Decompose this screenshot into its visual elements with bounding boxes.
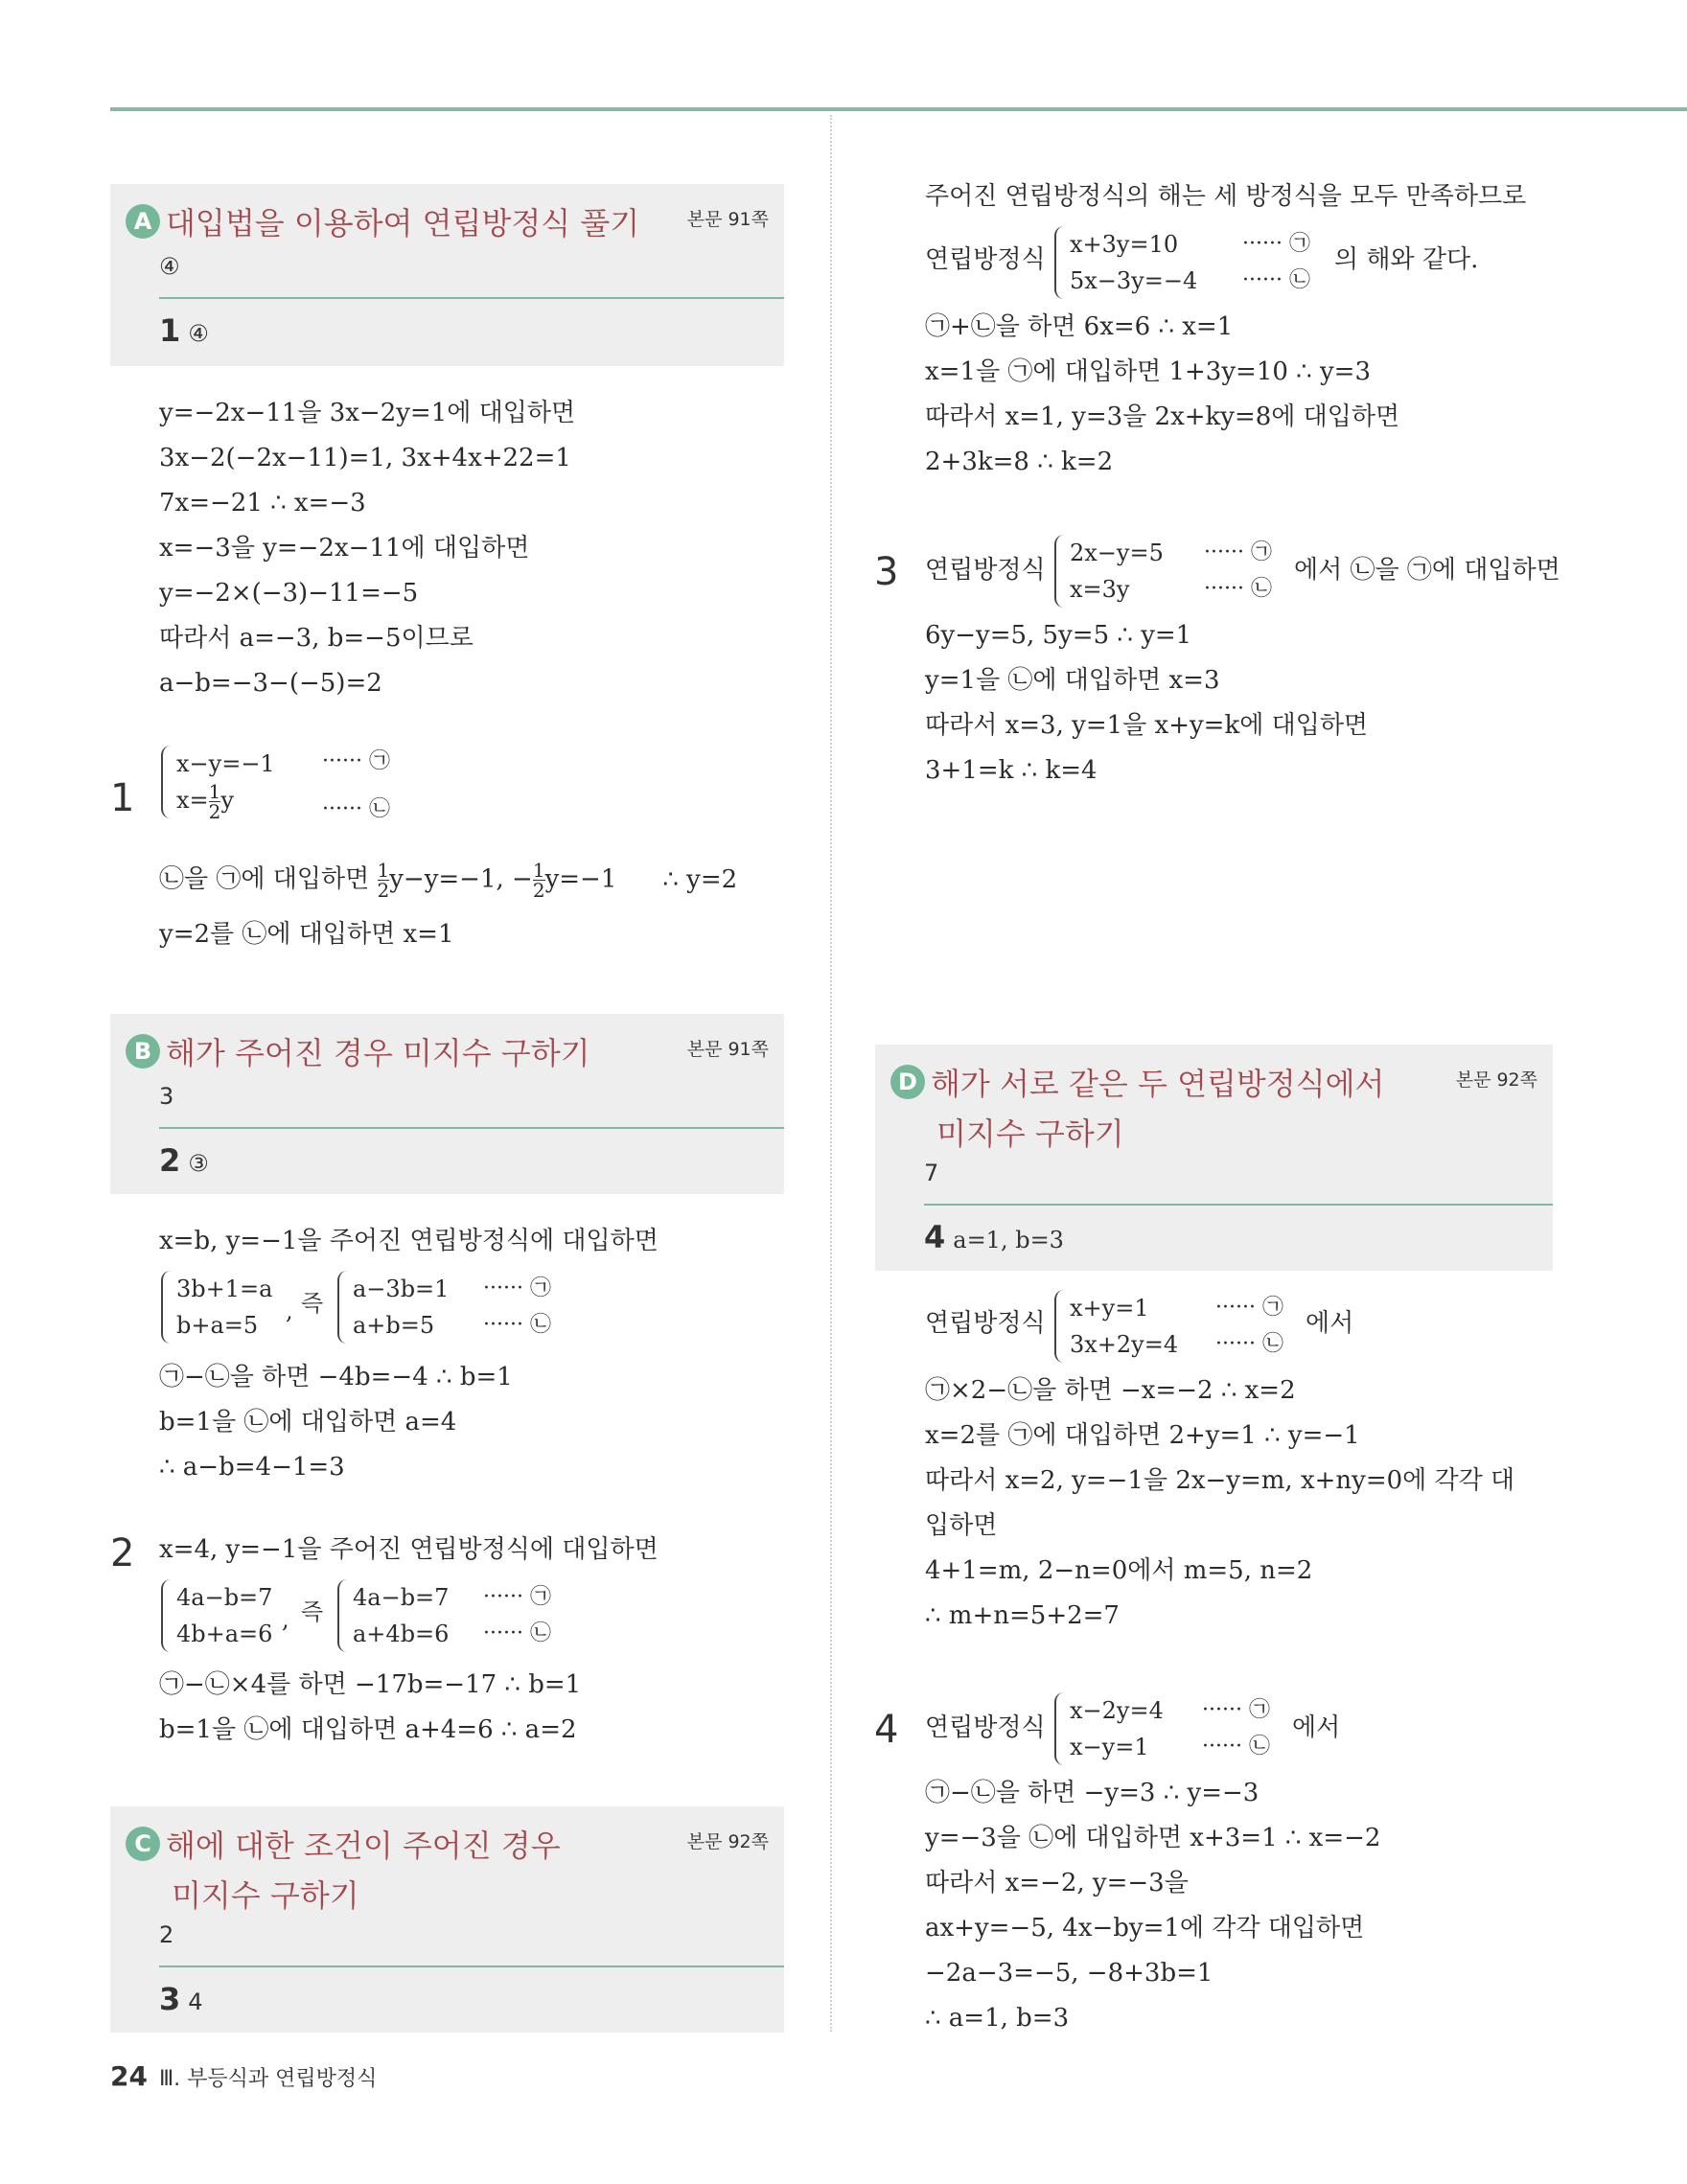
sol-d-line-4: 따라서 x=2, y=−1을 2x−y=m, x+ny=0에 각각 대 <box>925 1466 1515 1495</box>
section-d-title: 해가 서로 같은 두 연립방정식에서 <box>931 1066 1385 1102</box>
sol-d-line-2: ㉠×2−㉡을 하면 −x=−2 ∴ x=2 <box>925 1376 1296 1405</box>
section-c-header <box>126 1822 769 1916</box>
problem-4-mark-1: ······ ㉠ <box>1202 1698 1270 1722</box>
section-c-title-2: 미지수 구하기 <box>172 1877 359 1914</box>
section-b-answer: 3 <box>159 1083 174 1110</box>
section-a-box <box>110 184 784 366</box>
section-c-separator <box>159 1966 784 1967</box>
section-a-title: 대입법을 이용하여 연립방정식 풀기 <box>166 205 640 241</box>
sol-d-pre: 연립방정식 <box>925 1309 1046 1338</box>
page-number: 24 <box>110 2060 148 2092</box>
problem-2-line-2: ㉠−㉡×4를 하면 −17b=−17 ∴ b=1 <box>159 1670 582 1699</box>
section-b-title: 해가 주어진 경우 미지수 구하기 <box>166 1035 590 1071</box>
problem-4-number: 4 <box>874 1708 899 1752</box>
problem-3-post: 에서 ㉡을 ㉠에 대입하면 <box>1294 556 1560 585</box>
sol-a-line: 7x=−21 ∴ x=−3 <box>159 489 366 517</box>
problem-4-line-6: −2a−3=−5, −8+3b=1 <box>925 1959 1213 1988</box>
sol-c-line-2: ㉠+㉡을 하면 6x=6 ∴ x=1 <box>925 312 1234 341</box>
sol-a-line: x=−3을 y=−2x−11에 대입하면 <box>159 534 530 563</box>
sol-c-line-4: 따라서 x=1, y=3을 2x+ky=8에 대입하면 <box>925 402 1400 431</box>
sol-b-line-1: x=b, y=−1을 주어진 연립방정식에 대입하면 <box>159 1227 659 1255</box>
column-divider <box>830 115 832 2032</box>
sol-c-post: 의 해와 같다. <box>1334 245 1479 274</box>
problem-4-line-7: ∴ a=1, b=3 <box>925 2004 1070 2033</box>
problem-2-mark-2: ······ ㉡ <box>483 1621 551 1645</box>
top-rule <box>110 107 1687 111</box>
problem-1-line-1: ㉡을 ㉠에 대입하면 $\frac{1}{2}$ y−y=−1, − $\frac{1}{2}$ y=−1 ∴ y=2 <box>159 859 738 902</box>
problem-2-line-3: b=1을 ㉡에 대입하면 a+4=6 ∴ a=2 <box>159 1715 577 1744</box>
section-c-title: 해에 대한 조건이 주어진 경우 <box>166 1828 561 1864</box>
problem-2-system-2: 4a−b=7 a+4b=6 <box>337 1579 449 1652</box>
sol-a-line: 따라서 a=−3, b=−5이므로 <box>159 624 474 653</box>
problem-4-line-4: 따라서 x=−2, y=−3을 <box>925 1869 1189 1897</box>
sol-b-mark-2: ······ ㉡ <box>483 1313 551 1337</box>
section-d-separator <box>924 1204 1553 1206</box>
sol-c-system: x+3y=10 5x−3y=−4 <box>1054 226 1197 299</box>
problem-4-mark-2: ······ ㉡ <box>1202 1735 1270 1759</box>
section-a-answer: ④ <box>159 253 180 280</box>
sol-b-comma: , <box>286 1298 293 1324</box>
sol-d-line-6: 4+1=m, 2−n=0에서 m=5, n=2 <box>925 1556 1313 1585</box>
sol-d-post: 에서 <box>1306 1309 1354 1338</box>
sol-b-system-1: 3b+1=a b+a=5 <box>161 1271 272 1344</box>
section-c-badge: C <box>126 1827 160 1861</box>
sol-a-line: y=−2×(−3)−11=−5 <box>159 579 419 608</box>
problem-1-system: x−y=−1 x= $\frac{1}{2}$ y <box>161 746 275 818</box>
problem-2-system-1: 4a−b=7 4b+a=6 <box>161 1579 272 1652</box>
section-a-separator <box>159 297 784 299</box>
problem-3-line-4: 따라서 x=3, y=1을 x+y=k에 대입하면 <box>925 711 1369 740</box>
section-c-answer: 2 <box>159 1921 174 1948</box>
problem-2-number: 2 <box>110 1531 135 1575</box>
section-d-answer: 7 <box>924 1160 939 1186</box>
section-d-box <box>875 1045 1553 1271</box>
section-a-header <box>126 199 769 243</box>
problem-3-mark-2: ······ ㉡ <box>1204 577 1272 601</box>
problem-2-comma: , <box>282 1606 289 1633</box>
problem-1-mark-1: ······ ㉠ <box>322 749 390 773</box>
sol-d-mark-2: ······ ㉡ <box>1215 1332 1283 1356</box>
sol-d-line-3: x=2를 ㉠에 대입하면 2+y=1 ∴ y=−1 <box>925 1421 1360 1450</box>
section-a-badge: A <box>126 204 160 239</box>
section-d-header <box>890 1060 1537 1154</box>
sol-a-line: y=−2x−11을 3x−2y=1에 대입하면 <box>159 399 576 427</box>
section-c-box <box>110 1806 784 2033</box>
page-footer <box>110 2060 377 2092</box>
sol-c-pre: 연립방정식 <box>925 245 1046 274</box>
section-d-badge: D <box>890 1065 925 1099</box>
section-d-ref: 본문 92쪽 <box>1455 1069 1537 1091</box>
sol-b-line-2: ㉠−㉡을 하면 −4b=−4 ∴ b=1 <box>159 1363 513 1391</box>
sol-c-mark-2: ······ ㉡ <box>1242 268 1310 292</box>
sol-b-line-4: ∴ a−b=4−1=3 <box>159 1453 345 1482</box>
sol-a-line: 3x−2(−2x−11)=1, 3x+4x+22=1 <box>159 444 571 472</box>
sol-d-line-5: 입하면 <box>925 1511 998 1540</box>
sol-c-mark-1: ······ ㉠ <box>1242 232 1310 256</box>
section-b-ref: 본문 91쪽 <box>686 1039 769 1060</box>
problem-3-mark-1: ······ ㉠ <box>1204 540 1272 564</box>
sol-c-line-0: 주어진 연립방정식의 해는 세 방정식을 모두 만족하므로 <box>925 182 1527 211</box>
problem-2-mark-1: ······ ㉠ <box>483 1585 551 1609</box>
sol-c-line-3: x=1을 ㉠에 대입하면 1+3y=10 ∴ y=3 <box>925 357 1371 386</box>
problem-3-line-5: 3+1=k ∴ k=4 <box>925 756 1098 785</box>
problem-3-line-3: y=1을 ㉡에 대입하면 x=3 <box>925 666 1220 695</box>
sol-b-jeuk: 즉 <box>301 1290 324 1317</box>
problem-4-post: 에서 <box>1292 1713 1341 1742</box>
section-b-header <box>126 1029 769 1073</box>
section-b-separator <box>159 1127 784 1129</box>
problem-3-system: 2x−y=5 x=3y <box>1054 535 1164 608</box>
problem-4-line-2: ㉠−㉡을 하면 −y=3 ∴ y=−3 <box>925 1779 1259 1807</box>
sol-b-mark-1: ······ ㉠ <box>483 1276 551 1300</box>
problem-4-line-3: y=−3을 ㉡에 대입하면 x+3=1 ∴ x=−2 <box>925 1824 1381 1852</box>
chapter-label: Ⅲ. 부등식과 연립방정식 <box>158 2067 378 2091</box>
sol-d-mark-1: ······ ㉠ <box>1215 1296 1283 1320</box>
section-a-problem-number: 1 ④ <box>159 312 209 349</box>
problem-3-number: 3 <box>874 550 899 594</box>
sol-a-line: a−b=−3−(−5)=2 <box>159 669 382 698</box>
problem-4-line-5: ax+y=−5, 4x−by=1에 각각 대입하면 <box>925 1914 1365 1943</box>
sol-c-line-5: 2+3k=8 ∴ k=2 <box>925 448 1114 476</box>
problem-2-line-1: x=4, y=−1을 주어진 연립방정식에 대입하면 <box>159 1535 659 1564</box>
section-b-problem-number: 2 ③ <box>159 1142 209 1179</box>
section-b-box <box>110 1014 784 1194</box>
problem-1-number: 1 <box>110 776 135 820</box>
problem-3-line-2: 6y−y=5, 5y=5 ∴ y=1 <box>925 621 1192 650</box>
sol-d-line-7: ∴ m+n=5+2=7 <box>925 1601 1120 1630</box>
problem-1-line-2: y=2를 ㉡에 대입하면 x=1 <box>159 920 454 949</box>
section-b-badge: B <box>126 1034 160 1069</box>
sol-b-system-2: a−3b=1 a+b=5 <box>337 1271 449 1344</box>
problem-3-pre: 연립방정식 <box>925 556 1046 585</box>
problem-2-jeuk: 즉 <box>301 1598 324 1625</box>
sol-d-system: x+y=1 3x+2y=4 <box>1054 1290 1178 1363</box>
problem-4-system: x−2y=4 x−y=1 <box>1054 1692 1164 1765</box>
section-d-problem-number: 4 a=1, b=3 <box>924 1219 1064 1255</box>
problem-4-pre: 연립방정식 <box>925 1713 1046 1742</box>
section-c-problem-number: 3 4 <box>159 1981 203 2017</box>
problem-1-mark-2: ······ ㉡ <box>322 797 390 821</box>
section-a-ref: 본문 91쪽 <box>686 209 769 230</box>
section-c-ref: 본문 92쪽 <box>686 1831 769 1852</box>
sol-b-line-3: b=1을 ㉡에 대입하면 a=4 <box>159 1408 457 1437</box>
section-d-title-2: 미지수 구하기 <box>936 1115 1124 1152</box>
